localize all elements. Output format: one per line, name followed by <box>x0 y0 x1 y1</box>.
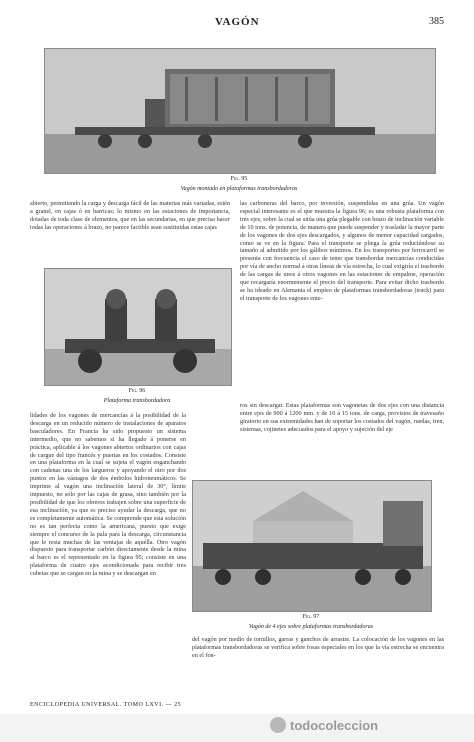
paragraph: ros sin descargar. Estas plataformas son vagonetas de dos ejes con una distancia entre ejes de 900 á 1200 mm. y de 10 á 15 tons. de carga, provistos de travesaño giratorio en sus extremidades han de soportar los costados del vagón, ruedas, tren, sistemas, cojinetes adecuados para el apoyo y sujeción del eje <box>240 402 444 433</box>
paragraph: lidades de los vagones de mercancías á la posibilidad de la descarga en un reducido número de instalaciones de aparatos basculadores. En Francia ha sido propuesto un sistema intermedio, que no sabemos si ha llegado á ponerse en práctica, aplicable á los vagones abiertos ordinarios con cajas de cargue del tipo francés y puertas en los costados. Consiste en una plataforma en la cual se sujeta el vagón enganchando con cadenas una de los largueros y apoyando el otro por dos puntos en las vástagos de dos émbolos hidroneumáticos. Se imprime al vagón una inclinación lateral de 30°, límite impuesto, no sólo por las cajas de grasa, sino también por la posibilidad de que los obreros trabajen sobre una superficie de esa inclinación, ya que es preciso ayudar la descarga, que no es completamente automática. Se comprende que esta solución no es tan perfecta como la americana, puesto que exige siempre el concurso de la pala para la descarga, circunstancia que le resta muchas de las ventajas de aquélla. Otro vagón dispuesto para transportar carbón directamente desde la mina al barco es el representado en la figura 95; consiste en una plataforma de cuatro ejes acondicionada para recibir tres cubetas que se cargan en la mina y se descargan en <box>30 412 186 578</box>
encyclopedia-page <box>30 10 444 710</box>
figure-96-photo <box>44 268 232 386</box>
page-footer: ENCICLOPEDIA UNIVERSAL. TOMO LXVI. — 25 <box>30 702 182 708</box>
page-number: 385 <box>429 16 444 27</box>
figure-95-caption: Vagón montado en plataformas transbordadoras <box>180 186 298 192</box>
figure-95-photo <box>44 48 436 174</box>
four-axle-wagon-illustration <box>193 481 431 611</box>
figure-97-label: Fig. 97 <box>302 614 320 620</box>
text-right-middle <box>240 402 444 476</box>
text-right-top <box>240 200 444 398</box>
text-left-bottom <box>30 412 186 698</box>
watermark-bar <box>0 714 474 742</box>
text-right-bottom <box>192 636 444 698</box>
paragraph: las carboneras del barco, por inversión, suspendidas en una grúa. Un vagón especial interesante es el que muestra la figura 96; es una robusta plataforma con tres ejes, sobre la cual se sitúa una grúa plegable con brazo de inclinación variable de 10 tons. de potencia, de manera que puede suspender y trasladar la mayor parte de los vagones de dos ejes descargados, y algunos de menor capacidad cargados, como se ve en la figura. Para el transporte se pliega la grúa reduciéndose su tamaño al admitido por los gálibos mínimos. En los transportes por ferrocarril se presenta con frecuencia el caso de tener que transbordar mercancías conducidas por vía de ancho normal á otras líneas de vía estrecha, lo cual exigiría el trasbordo de las cargas de unos á otros vagones en las estaciones de empalme, operación que recargaría enormemente el precio del transporte. Para evitar dicho trasbordo se ha ideado en Alemania el empleo de plataformas transbordadoras (truck) para el transporte de los vagones ente- <box>240 200 444 302</box>
figure-97-photo <box>192 480 432 612</box>
text-left-top <box>30 200 230 260</box>
watermark-logo-icon <box>270 717 286 733</box>
figure-96-caption: Plataforma transbordadora <box>103 398 171 404</box>
paragraph: abierto, permitiendo la carga y descarga fácil de las materias más variadas, estén a granel, en cajas ó en barricas; lo mismo en las estaciones de importancia, dotadas de toda clase de elementos, que en las secundarias, en que precisa hacer todas las operaciones á brazo, no parece factible sean sustituidas estas cajas <box>30 200 230 231</box>
paragraph: del vagón por medio de tornillos, garras y ganchos de arrastre. La colocación de los vagones en las plataformas transbordadoras se verifica sobre fosas especiales en los que la vía estrecha se encuentra en el fon- <box>192 636 444 659</box>
wagon-on-platforms-illustration <box>45 49 435 173</box>
running-header-title: VAGÓN <box>215 16 260 28</box>
watermark-text: todocoleccion <box>290 718 379 733</box>
figure-96-label: Fig. 96 <box>128 388 146 394</box>
figure-95-label: Fig. 95 <box>230 176 248 182</box>
figure-97-caption: Vagón de 4 ejes sobre plataformas transbordadoras <box>248 624 374 630</box>
transfer-platform-illustration <box>45 269 231 385</box>
